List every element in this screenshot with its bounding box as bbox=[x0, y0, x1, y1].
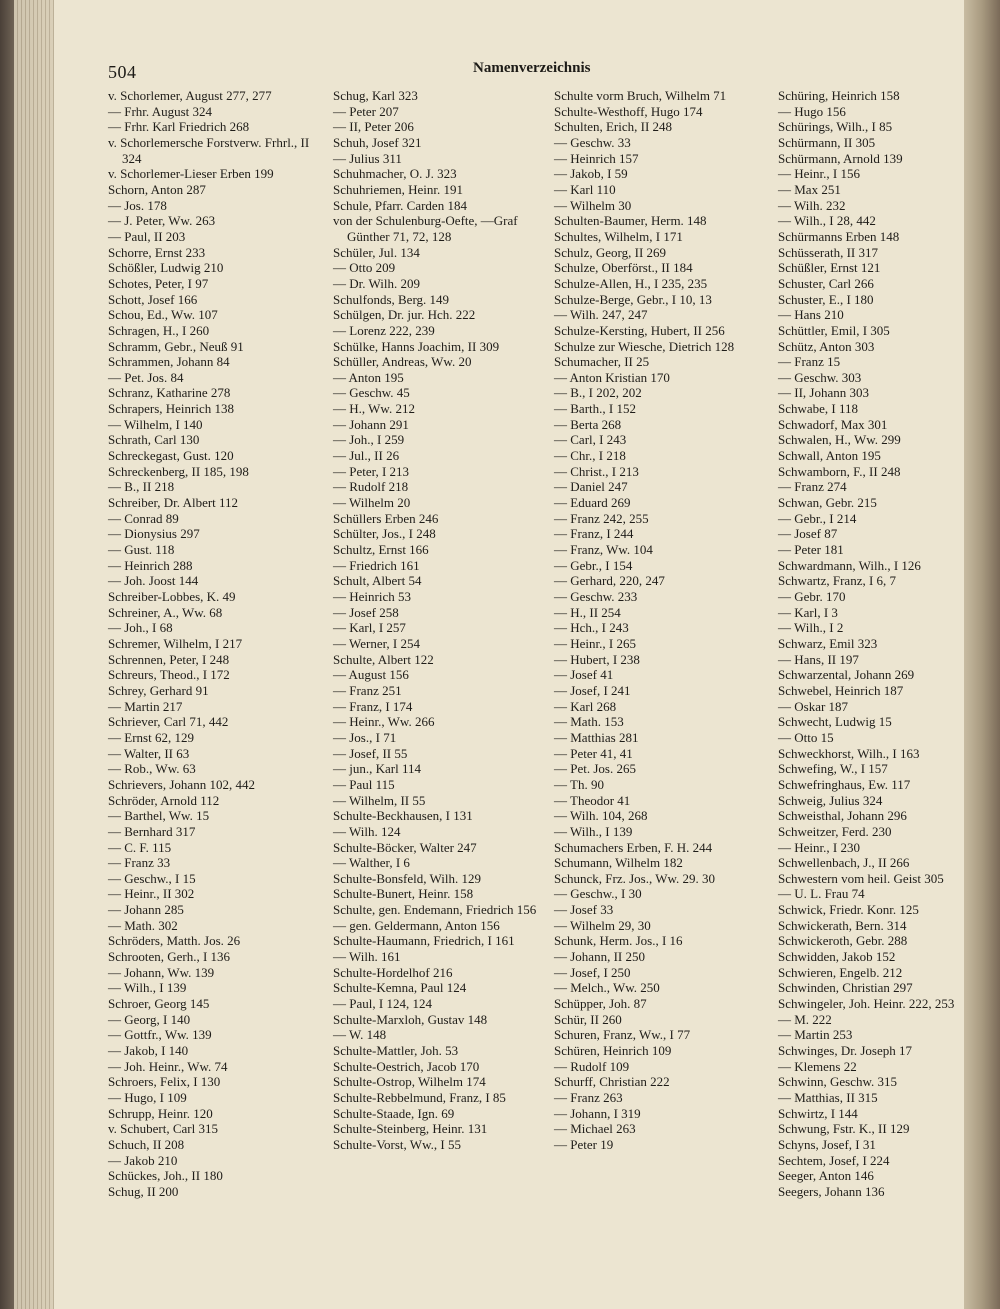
index-entry: Schwieren, Engelb. 212 bbox=[778, 964, 903, 980]
index-entry: Schüller, Andreas, Ww. 20 bbox=[333, 354, 472, 370]
index-entry: — Gerhard, 220, 247 bbox=[554, 573, 665, 589]
index-entry: — Franz, I 174 bbox=[333, 698, 413, 714]
index-entry: — Anton 195 bbox=[333, 369, 404, 385]
index-entry: — Johann, I 319 bbox=[554, 1105, 641, 1121]
index-entry: Schulte-Böcker, Walter 247 bbox=[333, 839, 477, 855]
index-entry: Schüring, Heinrich 158 bbox=[778, 88, 900, 103]
index-entry: Schwecht, Ludwig 15 bbox=[778, 714, 892, 730]
index-entry: Schuren, Franz, Ww., I 77 bbox=[554, 1027, 691, 1043]
index-entry: — Wilhelm, II 55 bbox=[333, 792, 426, 808]
index-entry: — Eduard 269 bbox=[554, 495, 631, 511]
index-entry: Schulte-Bonsfeld, Wilh. 129 bbox=[333, 870, 482, 886]
index-entry: Schotes, Peter, I 97 bbox=[108, 275, 209, 291]
index-entry: — Anton Kristian 170 bbox=[554, 369, 670, 385]
index-entry: — Melch., Ww. 250 bbox=[554, 980, 660, 996]
index-entry: — Paul, I 124, 124 bbox=[333, 996, 432, 1012]
index-entry: Schürmanns Erben 148 bbox=[778, 228, 900, 244]
index-entry: — Frhr. August 324 bbox=[108, 103, 213, 119]
index-entry: Schorre, Ernst 233 bbox=[108, 244, 206, 260]
index-entry: — Bernhard 317 bbox=[108, 823, 196, 839]
index-entry: Schulz, Georg, II 269 bbox=[554, 244, 667, 260]
index-entry: — Otto 15 bbox=[778, 729, 834, 745]
index-entry: — Rudolf 109 bbox=[554, 1058, 630, 1074]
index-entry: — Pet. Jos. 265 bbox=[554, 761, 636, 777]
index-entry: Schwickeroth, Gebr. 288 bbox=[778, 933, 908, 949]
index-entry: Schulte, Albert 122 bbox=[333, 651, 434, 667]
index-entry: — Peter, I 213 bbox=[333, 463, 410, 479]
index-entry: Schyns, Josef, I 31 bbox=[778, 1136, 876, 1152]
index-entry: Schrath, Carl 130 bbox=[108, 432, 200, 448]
index-entry: Schückes, Joh., II 180 bbox=[108, 1168, 223, 1184]
index-entry: Schultz, Ernst 166 bbox=[333, 542, 429, 558]
index-entry: — Heinr., I 265 bbox=[554, 635, 636, 651]
index-entry: — Julius 311 bbox=[333, 150, 402, 166]
index-entry: Schreiber-Lobbes, K. 49 bbox=[108, 589, 236, 604]
index-entry: — Josef 258 bbox=[333, 604, 399, 620]
index-entry: Schrooten, Gerh., I 136 bbox=[108, 949, 231, 965]
index-entry: — Hans, II 197 bbox=[778, 651, 859, 667]
index-entry: Schüsserath, II 317 bbox=[778, 244, 879, 260]
index-entry: — Michael 263 bbox=[554, 1121, 636, 1137]
index-entry: — Lorenz 222, 239 bbox=[333, 322, 435, 338]
index-entry: Schwebel, Heinrich 187 bbox=[778, 682, 904, 698]
index-entry: Schulte-Staade, Ign. 69 bbox=[333, 1105, 455, 1121]
index-entry: — B., II 218 bbox=[108, 479, 175, 495]
index-entry: Schüren, Heinrich 109 bbox=[554, 1043, 672, 1059]
index-entry: — H., II 254 bbox=[554, 604, 621, 620]
index-entry: Schulten-Baumer, Herm. 148 bbox=[554, 213, 707, 229]
index-entry: — Heinrich 53 bbox=[333, 589, 411, 604]
index-entry: Seeger, Anton 146 bbox=[778, 1168, 874, 1184]
index-entry: — Geschw. 303 bbox=[778, 369, 862, 385]
index-entry: — Oskar 187 bbox=[778, 698, 849, 714]
index-entry: Schulte-Westhoff, Hugo 174 bbox=[554, 103, 703, 119]
index-entry: — Pet. Jos. 84 bbox=[108, 369, 184, 385]
index-entry: Schrievers, Johann 102, 442 bbox=[108, 776, 255, 792]
index-entry: — Johann, Ww. 139 bbox=[108, 964, 215, 980]
index-entry: Schwinn, Geschw. 315 bbox=[778, 1074, 898, 1090]
index-entry: Schwan, Gebr. 215 bbox=[778, 495, 877, 511]
index-entry: — Martin 217 bbox=[108, 698, 183, 714]
index-entry: — Math. 153 bbox=[554, 714, 624, 730]
index-entry: Schramm, Gebr., Neuß 91 bbox=[108, 338, 244, 354]
index-entry: — Jos. 178 bbox=[108, 197, 167, 213]
index-entry: — Geschw., I 15 bbox=[108, 870, 196, 886]
index-entry: v. Schorlemersche Forstverw. Frhrl., II 324 bbox=[108, 134, 310, 166]
index-entry: — Barthel, Ww. 15 bbox=[108, 808, 210, 824]
index-entry: — Matthias 281 bbox=[554, 729, 639, 745]
index-entry: — Johann, II 250 bbox=[554, 949, 645, 965]
index-entry: — Franz 15 bbox=[778, 354, 841, 370]
index-entry: Schwarzental, Johann 269 bbox=[778, 667, 915, 683]
index-entry: Schwidden, Jakob 152 bbox=[778, 949, 896, 965]
index-entry: Schwamborn, F., II 248 bbox=[778, 463, 901, 479]
index-entry: — W. 148 bbox=[333, 1027, 387, 1043]
index-entry: Schulte-Vorst, Ww., I 55 bbox=[333, 1136, 461, 1152]
index-entry: Schröder, Arnold 112 bbox=[108, 792, 220, 808]
index-entry: Schulte-Bunert, Heinr. 158 bbox=[333, 886, 474, 902]
index-entry: — Math. 302 bbox=[108, 917, 178, 933]
index-entry: — Josef 33 bbox=[554, 902, 614, 918]
index-entry: — Joh. Heinr., Ww. 74 bbox=[108, 1058, 228, 1074]
index-entry: Schrennen, Peter, I 248 bbox=[108, 651, 230, 667]
index-entry: Schwung, Fstr. K., II 129 bbox=[778, 1121, 910, 1137]
index-column-2 bbox=[333, 88, 551, 1153]
index-entry: Schwadorf, Max 301 bbox=[778, 416, 888, 432]
index-entry: — Hugo, I 109 bbox=[108, 1090, 187, 1105]
index-entry: — Wilh. 247, 247 bbox=[554, 307, 648, 323]
index-entry: — Karl, I 257 bbox=[333, 620, 406, 636]
index-entry: — Dionysius 297 bbox=[108, 526, 200, 542]
index-entry: Schuh, Josef 321 bbox=[333, 134, 422, 150]
index-entry: Schug, Karl 323 bbox=[333, 88, 418, 103]
page-number: 504 bbox=[108, 62, 137, 82]
index-entry: Schulze-Berge, Gebr., I 10, 13 bbox=[554, 291, 712, 307]
index-entry: Schrupp, Heinr. 120 bbox=[108, 1105, 213, 1121]
index-entry: Schweitzer, Ferd. 230 bbox=[778, 823, 892, 839]
index-entry: Schülgen, Dr. jur. Hch. 222 bbox=[333, 307, 476, 323]
index-column-4 bbox=[778, 88, 996, 1200]
index-entry: Schumann, Wilhelm 182 bbox=[554, 855, 683, 871]
index-entry: — Walther, I 6 bbox=[333, 855, 410, 871]
index-entry: Schult, Albert 54 bbox=[333, 573, 422, 589]
index-entry: — Daniel 247 bbox=[554, 479, 628, 495]
index-entry: Schulte-Ostrop, Wilhelm 174 bbox=[333, 1074, 486, 1090]
index-entry: — Geschw. 45 bbox=[333, 385, 410, 401]
index-entry: — Wilh. 161 bbox=[333, 949, 401, 965]
index-entry: — Dr. Wilh. 209 bbox=[333, 275, 420, 291]
index-entry: Schwabe, I 118 bbox=[778, 401, 859, 417]
index-entry: Schwickerath, Bern. 314 bbox=[778, 917, 907, 933]
index-entry: — Frhr. Karl Friedrich 268 bbox=[108, 119, 250, 135]
index-entry: Schulte, gen. Endemann, Friedrich 156 bbox=[333, 902, 537, 918]
index-entry: Schreiber, Dr. Albert 112 bbox=[108, 495, 239, 511]
index-entry: — Franz 263 bbox=[554, 1090, 623, 1105]
index-entry: — Paul 115 bbox=[333, 776, 395, 792]
index-entry: Schülke, Hanns Joachim, II 309 bbox=[333, 338, 500, 354]
index-entry: — Peter 181 bbox=[778, 542, 844, 558]
index-entry: — Franz 33 bbox=[108, 855, 171, 871]
index-entry: Schurff, Christian 222 bbox=[554, 1074, 670, 1090]
index-entry: — Josef, I 250 bbox=[554, 964, 631, 980]
index-column-3 bbox=[554, 88, 772, 1153]
index-entry: Schwardmann, Wilh., I 126 bbox=[778, 557, 921, 573]
index-entry: Schwalen, H., Ww. 299 bbox=[778, 432, 901, 448]
index-entry: Schroers, Felix, I 130 bbox=[108, 1074, 221, 1090]
index-entry: — Josef 41 bbox=[554, 667, 614, 683]
index-entry: Schulfonds, Berg. 149 bbox=[333, 291, 450, 307]
index-entry: — Joh., I 259 bbox=[333, 432, 405, 448]
index-entry: — Ernst 62, 129 bbox=[108, 729, 194, 745]
index-entry: — Jakob, I 59 bbox=[554, 166, 628, 182]
index-entry: Schuster, Carl 266 bbox=[778, 275, 874, 291]
index-entry: — Theodor 41 bbox=[554, 792, 631, 808]
index-entry: Schulte-Steinberg, Heinr. 131 bbox=[333, 1121, 488, 1137]
index-entry: Schwingeler, Joh. Heinr. 222, 253 bbox=[778, 996, 955, 1012]
index-entry: Schreckegast, Gust. 120 bbox=[108, 448, 234, 464]
index-entry: Schuster, E., I 180 bbox=[778, 291, 874, 307]
index-entry: — Jul., II 26 bbox=[333, 448, 400, 464]
index-entry: — Jos., I 71 bbox=[333, 729, 397, 745]
index-entry: Schulte-Oestrich, Jacob 170 bbox=[333, 1058, 480, 1074]
index-entry: — Friedrich 161 bbox=[333, 557, 420, 573]
index-entry: Schwarz, Emil 323 bbox=[778, 635, 878, 651]
index-entry: Schulze zur Wiesche, Dietrich 128 bbox=[554, 338, 735, 354]
index-entry: — Berta 268 bbox=[554, 416, 622, 432]
index-entry: Schweckhorst, Wilh., I 163 bbox=[778, 745, 920, 761]
index-entry: — Gust. 118 bbox=[108, 542, 175, 558]
index-entry: v. Schorlemer-Lieser Erben 199 bbox=[108, 166, 274, 182]
index-entry: Schrapers, Heinrich 138 bbox=[108, 401, 234, 417]
index-entry: Schumachers Erben, F. H. 244 bbox=[554, 839, 713, 855]
index-entry: Schwefing, W., I 157 bbox=[778, 761, 888, 777]
index-entry: — August 156 bbox=[333, 667, 409, 683]
index-entry: — Johann 285 bbox=[108, 902, 184, 918]
index-entry: — Walter, II 63 bbox=[108, 745, 190, 761]
index-entry: Schülter, Jos., I 248 bbox=[333, 526, 436, 542]
index-entry: Schremer, Wilhelm, I 217 bbox=[108, 635, 243, 651]
index-entry: Schuch, II 208 bbox=[108, 1136, 185, 1152]
index-entry: Schragen, H., I 260 bbox=[108, 322, 210, 338]
index-entry: Schüttler, Emil, I 305 bbox=[778, 322, 890, 338]
index-entry: — Franz 274 bbox=[778, 479, 847, 495]
index-entry: — Wilhelm 29, 30 bbox=[554, 917, 651, 933]
index-entry: Schürmann, Arnold 139 bbox=[778, 150, 903, 166]
index-entry: — Paul, II 203 bbox=[108, 228, 186, 244]
index-entry: — H., Ww. 212 bbox=[333, 401, 415, 417]
page-title: Namenverzeichnis bbox=[473, 60, 591, 76]
index-entry: — jun., Karl 114 bbox=[333, 761, 421, 777]
index-entry: — U. L. Frau 74 bbox=[778, 886, 865, 902]
index-entry: — Gottfr., Ww. 139 bbox=[108, 1027, 212, 1043]
index-entry: — II, Johann 303 bbox=[778, 385, 869, 401]
index-entry: — Heinr., I 156 bbox=[778, 166, 860, 182]
index-entry: von der Schulenburg-Oefte, —Graf Günther 71, 72, 128 bbox=[333, 213, 518, 244]
index-entry: — gen. Geldermann, Anton 156 bbox=[333, 917, 500, 933]
index-entry: Schüllers Erben 246 bbox=[333, 510, 439, 526]
index-entry: Schwefringhaus, Ew. 117 bbox=[778, 776, 911, 792]
index-entry: — Barth., I 152 bbox=[554, 401, 636, 417]
index-entry: Schreiner, A., Ww. 68 bbox=[108, 604, 223, 620]
index-entry: — Josef 87 bbox=[778, 526, 838, 542]
index-entry: Schorn, Anton 287 bbox=[108, 181, 206, 197]
index-entry: Schrammen, Johann 84 bbox=[108, 354, 230, 370]
index-entry: Schulze-Allen, H., I 235, 235 bbox=[554, 275, 708, 291]
index-entry: Schulte-Hordelhof 216 bbox=[333, 964, 453, 980]
index-entry: Schüßler, Ernst 121 bbox=[778, 260, 881, 276]
index-entry: — Franz, I 244 bbox=[554, 526, 634, 542]
index-entry: — Wilh., I 2 bbox=[778, 620, 844, 636]
index-entry: Schwestern vom heil. Geist 305 bbox=[778, 870, 944, 886]
index-entry: Schroer, Georg 145 bbox=[108, 996, 210, 1012]
index-entry: — C. F. 115 bbox=[108, 839, 172, 855]
index-entry: — Hans 210 bbox=[778, 307, 844, 323]
index-entry: Schultes, Wilhelm, I 171 bbox=[554, 228, 683, 244]
index-entry: Schunk, Herm. Jos., I 16 bbox=[554, 933, 683, 949]
index-entry: Schüpper, Joh. 87 bbox=[554, 996, 647, 1012]
index-entry: Schweig, Julius 324 bbox=[778, 792, 883, 808]
index-entry: Schou, Ed., Ww. 107 bbox=[108, 307, 218, 323]
index-entry: — Peter 207 bbox=[333, 103, 399, 119]
index-entry: Schößler, Ludwig 210 bbox=[108, 260, 224, 276]
index-entry: — II, Peter 206 bbox=[333, 119, 414, 135]
index-entry: — Wilhelm 30 bbox=[554, 197, 632, 213]
index-entry: Schwartz, Franz, I 6, 7 bbox=[778, 573, 897, 589]
index-entry: — Martin 253 bbox=[778, 1027, 853, 1043]
index-entry: — Wilhelm, I 140 bbox=[108, 416, 203, 432]
index-entry: — Johann 291 bbox=[333, 416, 409, 432]
index-entry: — Franz 251 bbox=[333, 682, 402, 698]
index-entry: Schulte vorm Bruch, Wilhelm 71 bbox=[554, 88, 727, 103]
index-entry: Schwick, Friedr. Konr. 125 bbox=[778, 902, 919, 918]
index-entry: Schulze, Oberförst., II 184 bbox=[554, 260, 693, 276]
index-entry: Schriever, Carl 71, 442 bbox=[108, 714, 229, 730]
index-entry: Schumacher, II 25 bbox=[554, 354, 650, 370]
index-entry: — J. Peter, Ww. 263 bbox=[108, 213, 216, 229]
index-entry: — Peter 41, 41 bbox=[554, 745, 633, 761]
index-entry: — Rudolf 218 bbox=[333, 479, 409, 495]
index-entry: — Otto 209 bbox=[333, 260, 396, 276]
index-entry: Schulte-Kemna, Paul 124 bbox=[333, 980, 467, 996]
index-entry: Schulte-Haumann, Friedrich, I 161 bbox=[333, 933, 515, 949]
index-entry: Schwellenbach, J., II 266 bbox=[778, 855, 910, 871]
index-entry: Sechtem, Josef, I 224 bbox=[778, 1152, 890, 1168]
index-entry: — Max 251 bbox=[778, 181, 841, 197]
index-entry: Schott, Josef 166 bbox=[108, 291, 198, 307]
index-entry: Schranz, Katharine 278 bbox=[108, 385, 231, 401]
index-column-1 bbox=[108, 88, 326, 1200]
index-entry: — Christ., I 213 bbox=[554, 463, 639, 479]
index-entry: — Wilh. 104, 268 bbox=[554, 808, 648, 824]
index-entry: — Hugo 156 bbox=[778, 103, 846, 119]
index-entry: — Peter 19 bbox=[554, 1136, 614, 1152]
index-entry: Schürings, Wilh., I 85 bbox=[778, 119, 893, 135]
index-entry: — Heinr., I 230 bbox=[778, 839, 860, 855]
index-entry: — Joh., I 68 bbox=[108, 620, 173, 636]
index-entry: Schulten, Erich, II 248 bbox=[554, 119, 673, 135]
index-entry: v. Schubert, Carl 315 bbox=[108, 1121, 218, 1137]
index-entry: — Wilhelm 20 bbox=[333, 495, 411, 511]
index-entry: Schwinges, Dr. Joseph 17 bbox=[778, 1043, 912, 1059]
index-entry: — Heinrich 288 bbox=[108, 557, 193, 573]
index-entry: — Geschw. 33 bbox=[554, 134, 631, 150]
index-entry: Schwall, Anton 195 bbox=[778, 448, 881, 464]
index-entry: — Josef, II 55 bbox=[333, 745, 408, 761]
index-entry: Schulte-Marxloh, Gustav 148 bbox=[333, 1011, 488, 1027]
index-entry: Schrey, Gerhard 91 bbox=[108, 682, 209, 698]
index-entry: — Gebr., I 214 bbox=[778, 510, 857, 526]
index-entry: — Heinr., Ww. 266 bbox=[333, 714, 435, 730]
index-entry: — Karl 110 bbox=[554, 181, 616, 197]
index-entry: Schreckenberg, II 185, 198 bbox=[108, 463, 249, 479]
index-entry: — Jakob 210 bbox=[108, 1152, 178, 1168]
index-entry: — Wilh., I 28, 442 bbox=[778, 213, 876, 229]
index-entry: Schug, II 200 bbox=[108, 1183, 179, 1199]
index-entry: — Werner, I 254 bbox=[333, 635, 421, 651]
index-entry: — Jakob, I 140 bbox=[108, 1043, 189, 1059]
index-entry: — Th. 90 bbox=[554, 776, 604, 792]
index-entry: — Gebr., I 154 bbox=[554, 557, 633, 573]
index-entry: — Karl, I 3 bbox=[778, 604, 838, 620]
index-entry: Schunck, Frz. Jos., Ww. 29. 30 bbox=[554, 870, 716, 886]
index-entry: — Chr., I 218 bbox=[554, 448, 626, 464]
index-entry: Schulte-Rebbelmund, Franz, I 85 bbox=[333, 1090, 506, 1105]
index-entry: — Hubert, I 238 bbox=[554, 651, 640, 667]
index-entry: Schütz, Anton 303 bbox=[778, 338, 875, 354]
index-entry: — Franz, Ww. 104 bbox=[554, 542, 653, 558]
index-entry: — Georg, I 140 bbox=[108, 1011, 191, 1027]
index-entry: Schuhmacher, O. J. 323 bbox=[333, 166, 457, 182]
index-entry: — Wilh. 232 bbox=[778, 197, 846, 213]
index-entry: Seegers, Johann 136 bbox=[778, 1183, 885, 1199]
index-entry: Schüler, Jul. 134 bbox=[333, 244, 420, 260]
index-entry: — Karl 268 bbox=[554, 698, 617, 714]
index-entry: — Wilh., I 139 bbox=[108, 980, 187, 996]
index-entry: Schulte-Mattler, Joh. 53 bbox=[333, 1043, 459, 1059]
index-entry: — Matthias, II 315 bbox=[778, 1090, 878, 1105]
index-entry: — Heinrich 157 bbox=[554, 150, 639, 166]
index-entry: Schürmann, II 305 bbox=[778, 134, 876, 150]
index-entry: v. Schorlemer, August 277, 277 bbox=[108, 88, 272, 103]
index-entry: Schwirtz, I 144 bbox=[778, 1105, 858, 1121]
index-entry: Schür, II 260 bbox=[554, 1011, 622, 1027]
index-entry: — Geschw. 233 bbox=[554, 589, 638, 604]
index-entry: — Franz 242, 255 bbox=[554, 510, 649, 526]
index-entry: — Wilh., I 139 bbox=[554, 823, 633, 839]
index-entry: — B., I 202, 202 bbox=[554, 385, 642, 401]
index-entry: — Hch., I 243 bbox=[554, 620, 629, 636]
index-entry: — Heinr., II 302 bbox=[108, 886, 195, 902]
index-entry: — Gebr. 170 bbox=[778, 589, 846, 604]
index-entry: Schulte-Beckhausen, I 131 bbox=[333, 808, 473, 824]
index-entry: — M. 222 bbox=[778, 1011, 832, 1027]
index-entry: Schröders, Matth. Jos. 26 bbox=[108, 933, 241, 949]
index-entry: — Joh. Joost 144 bbox=[108, 573, 199, 589]
index-entry: — Rob., Ww. 63 bbox=[108, 761, 196, 777]
index-entry: — Wilh. 124 bbox=[333, 823, 401, 839]
index-entry: — Conrad 89 bbox=[108, 510, 179, 526]
index-entry: Schuhriemen, Heinr. 191 bbox=[333, 181, 463, 197]
index-entry: Schweisthal, Johann 296 bbox=[778, 808, 907, 824]
index-entry: Schule, Pfarr. Carden 184 bbox=[333, 197, 467, 213]
index-entry: — Josef, I 241 bbox=[554, 682, 631, 698]
index-entry: Schulze-Kersting, Hubert, II 256 bbox=[554, 322, 725, 338]
index-entry: Schreurs, Theod., I 172 bbox=[108, 667, 230, 683]
index-entry: Schwinden, Christian 297 bbox=[778, 980, 913, 996]
index-entry: — Carl, I 243 bbox=[554, 432, 627, 448]
index-entry: — Klemens 22 bbox=[778, 1058, 857, 1074]
index-entry: — Geschw., I 30 bbox=[554, 886, 642, 902]
